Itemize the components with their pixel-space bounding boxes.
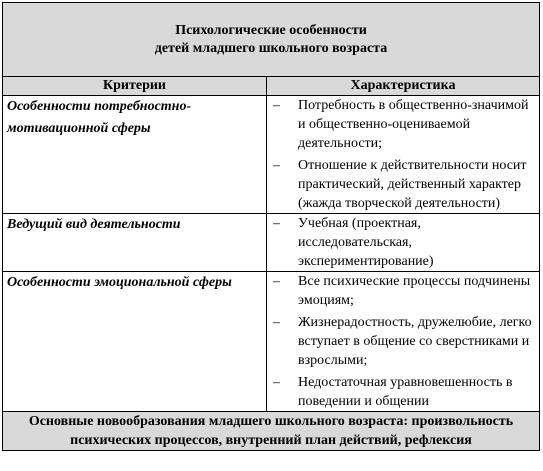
list-item (267, 373, 533, 411)
title-row (3, 3, 540, 77)
characteristics-cell (267, 272, 540, 412)
characteristics-cell (267, 214, 540, 272)
table-row (3, 96, 540, 214)
table-footer-line-2: психических процессов, внутренний план действий, рефлексия (70, 433, 472, 448)
dash-bullet: – (273, 216, 280, 231)
list-item (267, 272, 533, 310)
list-item (267, 313, 533, 370)
list-item (267, 214, 533, 271)
criterion-cell: Ведущий вид деятельности (3, 214, 267, 272)
criterion-cell: Особенности потребностно-мотивационной сферы (3, 96, 267, 214)
table-title-line-2: детей младшего школьного возраста (154, 40, 388, 56)
dash-bullet: – (273, 274, 280, 289)
footer-row (3, 412, 540, 451)
criterion-cell: Особенности эмоциональной сферы (3, 272, 267, 412)
dash-bullet: – (273, 375, 280, 390)
list-item-text: Учебная (проектная, исследовательская, экспериментирование) (298, 216, 434, 269)
list-item (267, 156, 533, 213)
list-item-text: Потребность в общественно-значимой и общественно-оцениваемой деятельности; (298, 98, 529, 151)
column-header-criteria: Критерии (3, 77, 267, 96)
table-row (3, 272, 540, 412)
table-footer-line-1: Основные новообразования младшего школьного возраста: произвольность (28, 414, 514, 429)
table-title (3, 3, 540, 77)
list-item-text: Отношение к действительности носит практический, действенный характер (жажда творческой деятельности) (298, 158, 527, 211)
header-row (3, 77, 540, 96)
dash-bullet: – (273, 98, 280, 113)
column-header-characteristics: Характеристика (267, 77, 540, 96)
table-title-line-1: Психологические особенности (175, 22, 367, 38)
dash-bullet: – (273, 158, 280, 173)
dash-bullet: – (273, 315, 280, 330)
table-footer (3, 412, 540, 451)
list-item-text: Все психические процессы подчинены эмоциям; (298, 274, 531, 308)
document-page (2, 2, 539, 467)
list-item-text: Жизнерадостность, дружелюбие, легко вступает в общение со сверстниками и взрослыми; (298, 315, 532, 368)
table-row (3, 214, 540, 272)
characteristics-list (267, 96, 533, 213)
characteristics-list (267, 272, 533, 411)
list-item-text: Недостаточная уравновешенность в поведении и общении (298, 375, 513, 409)
list-item (267, 96, 533, 153)
characteristics-list (267, 214, 533, 271)
characteristics-cell (267, 96, 540, 214)
psychology-table (2, 2, 540, 451)
